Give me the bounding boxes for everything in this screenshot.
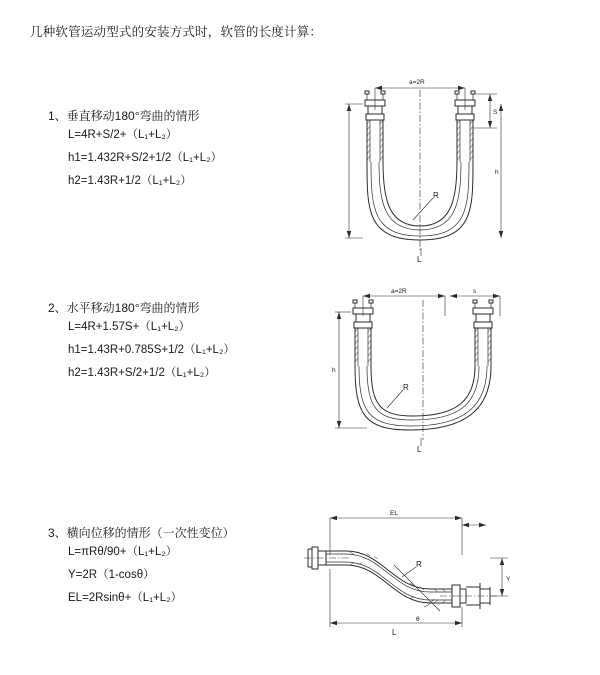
svg-text:a=2R: a=2R — [409, 79, 425, 86]
svg-text:a=2R: a=2R — [391, 288, 407, 295]
page-title: 几种软管运动型式的安装方式时，软管的长度计算： — [30, 25, 323, 39]
section-2-title: 2、水平移动180°弯曲的情形 — [48, 301, 200, 315]
svg-text:s: s — [473, 288, 477, 295]
section-2-text — [48, 300, 308, 385]
svg-text:Y: Y — [506, 576, 511, 583]
svg-text:EL: EL — [390, 510, 398, 517]
section-1-formula-2: h1=1.432R+S/2+1/2（L₁+L₂） — [68, 152, 223, 164]
svg-text:L: L — [392, 628, 397, 637]
section-2-formula-1: L=4R+1.57S+（L₁+L₂） — [68, 321, 191, 333]
svg-text:R: R — [433, 191, 439, 200]
section-3-formula-1: L=πRθ/90+（L₁+L₂） — [68, 546, 178, 558]
section-3-text — [48, 525, 308, 610]
svg-text:h: h — [332, 367, 336, 374]
section-3-formula-3: EL=2Rsinθ+（L₁+L₂） — [68, 592, 183, 604]
horizontal-180-bend-diagram — [305, 280, 535, 460]
lateral-offset-diagram — [290, 503, 535, 643]
section-1-text — [48, 108, 308, 193]
svg-text:θ: θ — [416, 616, 420, 623]
svg-text:L: L — [417, 445, 422, 454]
svg-text:h: h — [495, 169, 499, 176]
section-3-formula-2: Y=2R（1-cosθ） — [68, 569, 155, 581]
svg-text:R: R — [416, 560, 422, 569]
svg-text:L: L — [417, 255, 422, 264]
section-1-formula-1: L=4R+S/2+（L₁+L₂） — [68, 129, 178, 141]
section-2-formula-3: h2=1.43R+S/2+1/2（L₁+L₂） — [68, 367, 216, 379]
section-2-formula-2: h1=1.43R+0.785S+1/2（L₁+L₂） — [68, 344, 235, 356]
svg-text:S: S — [493, 109, 498, 116]
section-1-title: 1、垂直移动180°弯曲的情形 — [48, 109, 200, 123]
svg-text:R: R — [403, 383, 409, 392]
section-1-formula-3: h2=1.43R+1/2（L₁+L₂） — [68, 175, 192, 187]
section-3-title: 3、横向位移的情形（一次性变位） — [48, 526, 235, 540]
vertical-180-bend-diagram — [305, 70, 525, 285]
